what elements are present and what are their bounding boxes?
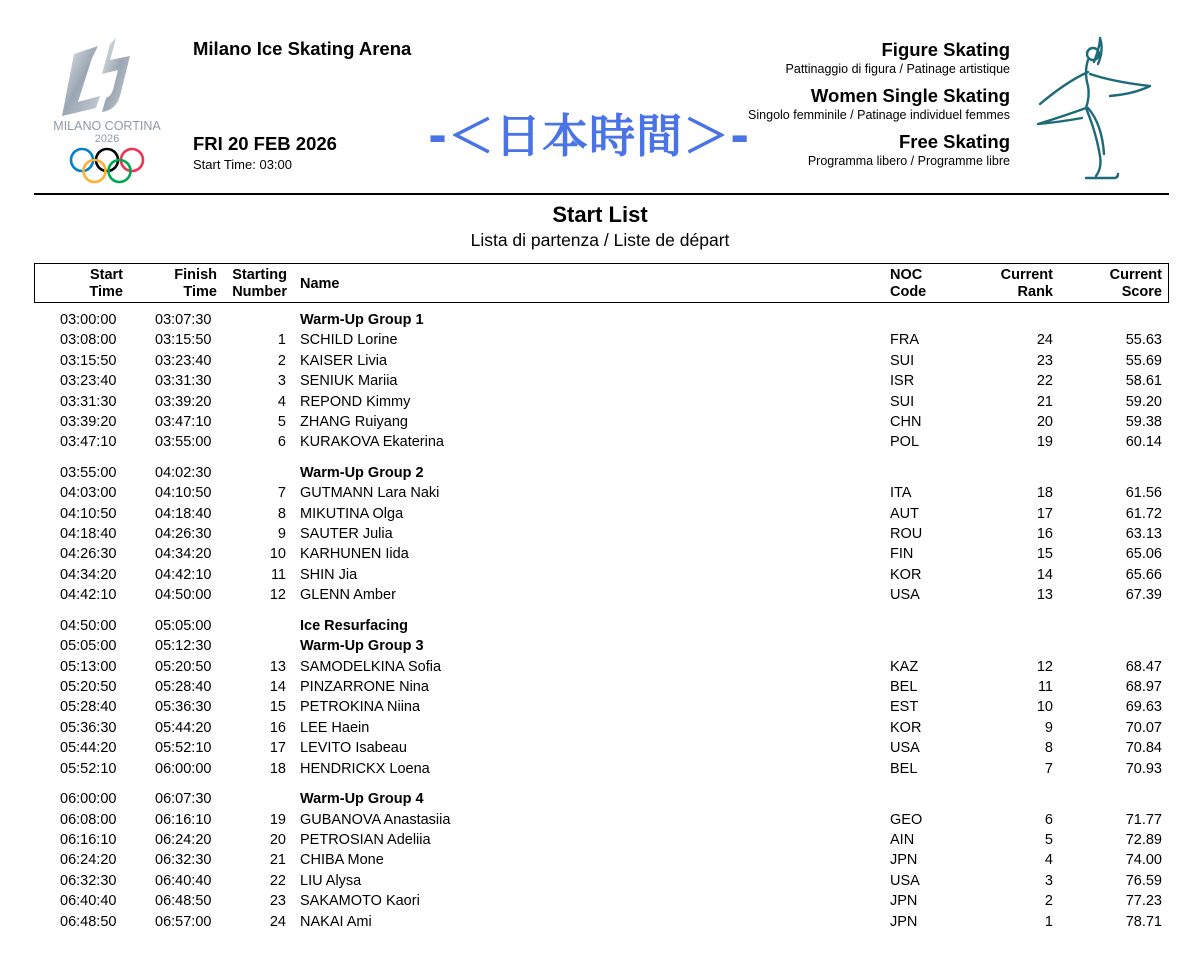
table-row (0, 330, 1200, 350)
current-rank-cell: 22 (1036, 373, 1053, 390)
starting-number-cell: 6 (277, 434, 286, 451)
noc-code-cell: SUI (890, 393, 915, 410)
start-time-cell: 04:10:50 (60, 505, 117, 522)
starting-number-cell: 9 (277, 526, 286, 543)
column-header-line: Current (1000, 267, 1053, 283)
current-score-cell: 78.71 (1125, 913, 1162, 930)
noc-code-cell: POL (890, 434, 920, 451)
finish-time-cell: 05:28:40 (155, 679, 212, 696)
finish-time-cell: 04:34:20 (155, 546, 212, 563)
starting-number-cell: 19 (269, 811, 286, 828)
group-label-cell: Warm-Up Group 4 (300, 791, 424, 808)
noc-code-cell: BEL (890, 679, 918, 696)
starting-number-cell: 1 (277, 332, 286, 349)
starting-number-cell: 8 (277, 505, 286, 522)
start-time-cell: 04:50:00 (60, 617, 117, 634)
current-score-cell: 70.93 (1125, 760, 1162, 777)
current-score-cell: 55.69 (1125, 352, 1162, 369)
table-row (0, 657, 1200, 677)
starting-number-cell: 17 (269, 740, 286, 757)
current-rank-cell: 13 (1036, 587, 1053, 604)
column-header-finish-time (145, 267, 217, 301)
table-row (0, 371, 1200, 391)
athlete-name-cell: ZHANG Ruiyang (300, 413, 408, 430)
start-list-table-body (0, 310, 1200, 932)
start-time-cell: 03:15:50 (60, 352, 117, 369)
table-row (0, 697, 1200, 717)
start-time-cell: 03:00:00 (60, 312, 117, 328)
athlete-name-cell: PETROKINA Niina (300, 699, 421, 716)
current-score-cell: 71.77 (1125, 811, 1162, 828)
start-time-cell: 04:34:20 (60, 566, 117, 583)
current-rank-cell: 2 (1044, 893, 1053, 910)
starting-number-cell: 21 (269, 852, 286, 869)
noc-code-cell: CHN (890, 413, 922, 430)
start-time-cell: 06:08:00 (60, 811, 117, 828)
current-score-cell: 61.72 (1125, 505, 1162, 522)
starting-number-cell: 12 (269, 587, 286, 604)
start-time-cell: 06:24:20 (60, 852, 117, 869)
column-header-line: Time (183, 284, 217, 300)
noc-code-cell: JPN (890, 893, 918, 910)
athlete-name-cell: KAISER Livia (300, 352, 388, 369)
column-header-line: Rank (1017, 284, 1053, 300)
current-score-cell: 70.84 (1125, 740, 1162, 757)
noc-code-cell: AUT (890, 505, 919, 522)
noc-code-cell: AIN (890, 831, 915, 848)
athlete-name-cell: SAUTER Julia (300, 526, 393, 543)
group-row (0, 789, 1200, 809)
starting-number-cell: 20 (269, 831, 286, 848)
athlete-name-cell: PETROSIAN Adeliia (300, 831, 431, 848)
finish-time-cell: 06:24:20 (155, 831, 212, 848)
svg-text:MILANO CORTINA: MILANO CORTINA (53, 119, 161, 133)
starting-number-cell: 15 (269, 699, 286, 716)
finish-time-cell: 06:00:00 (155, 760, 212, 777)
noc-code-cell: KOR (890, 566, 922, 583)
current-score-cell: 69.63 (1125, 699, 1162, 716)
current-rank-cell: 8 (1044, 740, 1053, 757)
starting-number-cell: 7 (277, 485, 286, 502)
group-spacer (0, 453, 1200, 463)
figure-skater-pictogram (1030, 36, 1160, 186)
table-row (0, 412, 1200, 432)
starting-number-cell: 23 (269, 893, 286, 910)
current-score-cell: 65.66 (1125, 566, 1162, 583)
current-rank-cell: 3 (1044, 872, 1053, 889)
athlete-name-cell: SENIUK Mariia (300, 373, 398, 390)
column-header-line: Finish (174, 267, 217, 283)
finish-time-cell: 06:32:30 (155, 852, 212, 869)
group-row (0, 310, 1200, 330)
column-header-line: Number (232, 284, 287, 300)
start-time-cell: 03:23:40 (60, 373, 117, 390)
starting-number-cell: 10 (269, 546, 286, 563)
table-row (0, 830, 1200, 850)
group-spacer (0, 606, 1200, 616)
starting-number-cell: 4 (277, 393, 286, 410)
table-row (0, 392, 1200, 412)
finish-time-cell: 05:52:10 (155, 740, 212, 757)
noc-code-cell: KOR (890, 719, 922, 736)
current-score-cell: 72.89 (1125, 831, 1162, 848)
table-row (0, 432, 1200, 452)
start-time-cell: 06:16:10 (60, 831, 117, 848)
table-row (0, 565, 1200, 585)
start-time-cell: 04:18:40 (60, 526, 117, 543)
starting-number-cell: 11 (270, 566, 286, 583)
table-row (0, 677, 1200, 697)
table-row (0, 810, 1200, 830)
athlete-name-cell: LIU Alysa (300, 872, 362, 889)
column-header-line: Score (1121, 284, 1162, 300)
current-score-cell: 61.56 (1125, 485, 1162, 502)
finish-time-cell: 03:47:10 (155, 413, 212, 430)
svg-text:2026: 2026 (94, 133, 120, 145)
column-header-name: Name (300, 276, 340, 292)
finish-time-cell: 05:12:30 (155, 638, 212, 655)
group-row (0, 616, 1200, 636)
start-time-cell: 06:48:50 (60, 913, 117, 930)
table-row (0, 871, 1200, 891)
current-rank-cell: 17 (1036, 505, 1053, 522)
header-divider (34, 193, 1169, 195)
noc-code-cell: ROU (890, 526, 923, 543)
athlete-name-cell: NAKAI Ami (300, 913, 372, 930)
current-rank-cell: 6 (1044, 811, 1053, 828)
current-rank-cell: 16 (1036, 526, 1053, 543)
table-row (0, 585, 1200, 605)
noc-code-cell: FIN (890, 546, 914, 563)
column-header-line: Code (890, 284, 927, 300)
finish-time-cell: 03:15:50 (155, 332, 212, 349)
session-start-time: Start Time: 03:00 (193, 157, 292, 172)
current-rank-cell: 23 (1036, 352, 1053, 369)
group-label-cell: Warm-Up Group 1 (300, 312, 424, 328)
starting-number-cell: 16 (269, 719, 286, 736)
athlete-name-cell: GLENN Amber (300, 587, 396, 604)
noc-code-cell: BEL (890, 760, 918, 777)
current-rank-cell: 12 (1036, 658, 1053, 675)
finish-time-cell: 04:02:30 (155, 464, 212, 481)
current-score-cell: 59.38 (1125, 413, 1162, 430)
finish-time-cell: 05:44:20 (155, 719, 212, 736)
athlete-name-cell: KURAKOVA Ekaterina (300, 434, 444, 451)
group-row (0, 463, 1200, 483)
current-rank-cell: 24 (1036, 332, 1053, 349)
noc-code-cell: USA (890, 740, 920, 757)
noc-code-cell: JPN (890, 852, 918, 869)
noc-code-cell: ITA (890, 485, 912, 502)
document-title: Start List (552, 202, 648, 227)
current-score-cell: 60.14 (1125, 434, 1162, 451)
current-rank-cell: 5 (1044, 831, 1053, 848)
starting-number-cell: 14 (269, 679, 286, 696)
athlete-name-cell: LEE Haein (300, 719, 370, 736)
start-time-cell: 03:31:30 (60, 393, 117, 410)
current-rank-cell: 7 (1044, 760, 1053, 777)
table-header (34, 263, 1169, 303)
current-rank-cell: 20 (1036, 413, 1053, 430)
start-time-cell: 05:52:10 (60, 760, 117, 777)
athlete-name-cell: SCHILD Lorine (300, 332, 398, 349)
table-row (0, 850, 1200, 870)
column-header-line: Starting (232, 267, 287, 283)
current-rank-cell: 14 (1036, 566, 1053, 583)
table-row (0, 718, 1200, 738)
table-row (0, 544, 1200, 564)
table-row (0, 483, 1200, 503)
finish-time-cell: 04:42:10 (155, 566, 212, 583)
column-header-line: NOC (890, 267, 923, 283)
start-time-cell: 04:03:00 (60, 485, 117, 502)
finish-time-cell: 06:07:30 (155, 791, 212, 808)
segment-title: Free Skating (898, 131, 1010, 152)
finish-time-cell: 06:16:10 (155, 811, 212, 828)
starting-number-cell: 13 (269, 658, 286, 675)
group-label-cell: Warm-Up Group 2 (300, 464, 424, 481)
noc-code-cell: USA (890, 587, 920, 604)
segment-subtitle: Programma libero / Programme libre (807, 154, 1010, 168)
starting-number-cell: 2 (277, 352, 286, 369)
table-row (0, 912, 1200, 932)
current-score-cell: 68.47 (1125, 658, 1162, 675)
start-time-cell: 05:44:20 (60, 740, 117, 757)
noc-code-cell: EST (890, 699, 919, 716)
starting-number-cell: 18 (269, 760, 286, 777)
noc-code-cell: JPN (890, 913, 918, 930)
athlete-name-cell: MIKUTINA Olga (300, 505, 404, 522)
finish-time-cell: 05:36:30 (155, 699, 212, 716)
table-row (0, 351, 1200, 371)
current-rank-cell: 9 (1044, 719, 1053, 736)
finish-time-cell: 03:31:30 (155, 373, 212, 390)
current-rank-cell: 1 (1044, 913, 1053, 930)
noc-code-cell: KAZ (890, 658, 919, 675)
finish-time-cell: 05:20:50 (155, 658, 212, 675)
finish-time-cell: 03:07:30 (155, 312, 212, 328)
start-time-cell: 06:32:30 (60, 872, 117, 889)
current-score-cell: 63.13 (1125, 526, 1162, 543)
start-time-cell: 05:36:30 (60, 719, 117, 736)
table-row (0, 738, 1200, 758)
start-time-cell: 06:40:40 (60, 893, 117, 910)
start-time-cell: 04:26:30 (60, 546, 117, 563)
athlete-name-cell: PINZARRONE Nina (300, 679, 429, 696)
column-header-current-score (1075, 267, 1162, 301)
finish-time-cell: 06:48:50 (155, 893, 212, 910)
finish-time-cell: 03:55:00 (155, 434, 212, 451)
athlete-name-cell: KARHUNEN Iida (300, 546, 409, 563)
current-score-cell: 58.61 (1125, 373, 1162, 390)
athlete-name-cell: REPOND Kimmy (300, 393, 411, 410)
start-time-cell: 05:05:00 (60, 638, 117, 655)
starting-number-cell: 5 (277, 413, 286, 430)
current-rank-cell: 18 (1036, 485, 1053, 502)
noc-code-cell: SUI (890, 352, 915, 369)
starting-number-cell: 24 (269, 913, 286, 930)
starting-number-cell: 22 (269, 872, 286, 889)
table-row (0, 891, 1200, 911)
discipline-subtitle: Pattinaggio di figura / Patinage artistique (785, 62, 1010, 76)
event-title: Women Single Skating (810, 85, 1010, 106)
group-spacer (0, 779, 1200, 789)
finish-time-cell: 04:50:00 (155, 587, 212, 604)
current-score-cell: 55.63 (1125, 332, 1162, 349)
finish-time-cell: 03:23:40 (155, 352, 212, 369)
table-row (0, 504, 1200, 524)
finish-time-cell: 04:18:40 (155, 505, 212, 522)
finish-time-cell: 06:40:40 (155, 872, 212, 889)
finish-time-cell: 03:39:20 (155, 393, 212, 410)
start-time-cell: 03:08:00 (60, 332, 117, 349)
athlete-name-cell: GUTMANN Lara Naki (300, 485, 440, 502)
current-score-cell: 68.97 (1125, 679, 1162, 696)
start-time-cell: 03:39:20 (60, 413, 117, 430)
current-rank-cell: 11 (1037, 679, 1053, 696)
discipline-title: Figure Skating (881, 39, 1010, 60)
table-row (0, 524, 1200, 544)
current-score-cell: 76.59 (1125, 872, 1162, 889)
current-score-cell: 74.00 (1125, 852, 1162, 869)
athlete-name-cell: SAKAMOTO Kaori (300, 893, 420, 910)
finish-time-cell: 05:05:00 (155, 617, 212, 634)
column-header-starting-number (217, 267, 287, 301)
start-time-cell: 03:47:10 (60, 434, 117, 451)
finish-time-cell: 06:57:00 (155, 913, 212, 930)
column-header-line: Start (89, 267, 123, 283)
group-row (0, 636, 1200, 656)
column-header-line: Current (1109, 267, 1162, 283)
athlete-name-cell: GUBANOVA Anastasiia (300, 811, 451, 828)
table-row (0, 759, 1200, 779)
finish-time-cell: 04:26:30 (155, 526, 212, 543)
starting-number-cell: 3 (277, 373, 286, 390)
athlete-name-cell: SHIN Jia (300, 566, 358, 583)
athlete-name-cell: SAMODELKINA Sofia (300, 658, 442, 675)
current-score-cell: 67.39 (1125, 587, 1162, 604)
athlete-name-cell: LEVITO Isabeau (300, 740, 407, 757)
noc-code-cell: ISR (890, 373, 915, 390)
current-rank-cell: 19 (1036, 434, 1053, 451)
noc-code-cell: USA (890, 872, 920, 889)
noc-code-cell: FRA (890, 332, 919, 349)
current-score-cell: 59.20 (1125, 393, 1162, 410)
column-header-start-time (55, 267, 123, 301)
current-score-cell: 70.07 (1125, 719, 1162, 736)
current-rank-cell: 10 (1036, 699, 1053, 716)
finish-time-cell: 04:10:50 (155, 485, 212, 502)
group-label-cell: Ice Resurfacing (300, 617, 408, 634)
column-header-line: Time (89, 284, 123, 300)
current-score-cell: 77.23 (1125, 893, 1162, 910)
athlete-name-cell: CHIBA Mone (300, 852, 384, 869)
current-rank-cell: 21 (1036, 393, 1053, 410)
start-time-cell: 04:42:10 (60, 587, 117, 604)
column-header-current-rank (975, 267, 1053, 301)
start-time-cell: 05:28:40 (60, 699, 117, 716)
column-header-noc-code (890, 267, 926, 301)
noc-code-cell: GEO (890, 811, 923, 828)
japan-time-annotation: -＜日本時間＞- (428, 109, 751, 163)
current-rank-cell: 4 (1044, 852, 1053, 869)
group-label-cell: Warm-Up Group 3 (300, 638, 424, 655)
start-time-cell: 03:55:00 (60, 464, 117, 481)
start-time-cell: 05:20:50 (60, 679, 117, 696)
venue-name: Milano Ice Skating Arena (193, 38, 412, 59)
document-subtitle: Lista di partenza / Liste de départ (470, 230, 730, 250)
athlete-name-cell: HENDRICKX Loena (300, 760, 430, 777)
current-rank-cell: 15 (1036, 546, 1053, 563)
event-date: FRI 20 FEB 2026 (193, 133, 337, 154)
start-time-cell: 05:13:00 (60, 658, 117, 675)
current-score-cell: 65.06 (1125, 546, 1162, 563)
start-time-cell: 06:00:00 (60, 791, 117, 808)
event-subtitle: Singolo femminile / Patinage individuel femmes (748, 108, 1010, 122)
milano-cortina-2026-logo (40, 36, 175, 186)
